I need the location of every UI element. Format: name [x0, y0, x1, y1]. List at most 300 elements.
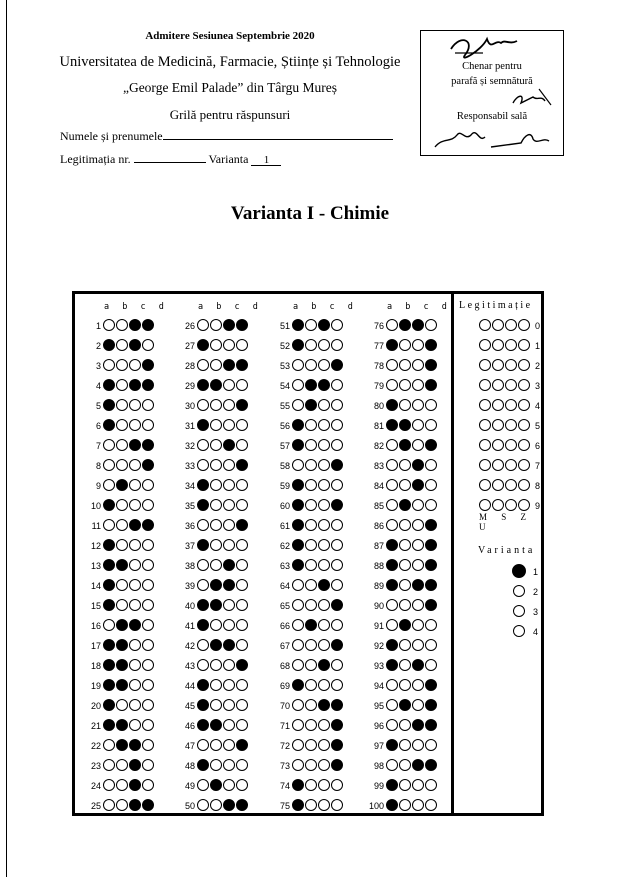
answer-bubble-d[interactable] — [331, 679, 343, 691]
answer-bubble-c[interactable] — [318, 619, 330, 631]
answer-bubble-a[interactable] — [103, 679, 115, 691]
answer-bubble-b[interactable] — [305, 679, 317, 691]
answer-bubble-b[interactable] — [210, 519, 222, 531]
answer-bubble-b[interactable] — [399, 719, 411, 731]
answer-bubble-a[interactable] — [103, 519, 115, 531]
answer-bubble-b[interactable] — [399, 459, 411, 471]
answer-bubble-d[interactable] — [236, 479, 248, 491]
answer-bubble-c[interactable] — [412, 359, 424, 371]
answer-bubble-c[interactable] — [129, 339, 141, 351]
answer-bubble-a[interactable] — [197, 459, 209, 471]
answer-bubble-c[interactable] — [129, 499, 141, 511]
answer-bubble-a[interactable] — [292, 659, 304, 671]
answer-bubble-a[interactable] — [292, 759, 304, 771]
answer-bubble-d[interactable] — [331, 779, 343, 791]
answer-bubble-c[interactable] — [129, 659, 141, 671]
answer-bubble-a[interactable] — [103, 599, 115, 611]
legitimatie-bubble[interactable] — [518, 399, 530, 411]
answer-bubble-c[interactable] — [412, 499, 424, 511]
answer-bubble-c[interactable] — [412, 339, 424, 351]
answer-bubble-d[interactable] — [331, 539, 343, 551]
answer-bubble-c[interactable] — [412, 399, 424, 411]
answer-bubble-c[interactable] — [129, 419, 141, 431]
answer-bubble-b[interactable] — [116, 319, 128, 331]
answer-bubble-c[interactable] — [412, 679, 424, 691]
answer-bubble-b[interactable] — [210, 499, 222, 511]
answer-bubble-b[interactable] — [305, 759, 317, 771]
answer-bubble-b[interactable] — [210, 439, 222, 451]
answer-bubble-b[interactable] — [210, 479, 222, 491]
answer-bubble-d[interactable] — [425, 659, 437, 671]
answer-bubble-d[interactable] — [425, 559, 437, 571]
answer-bubble-c[interactable] — [412, 599, 424, 611]
answer-bubble-b[interactable] — [305, 359, 317, 371]
answer-bubble-d[interactable] — [236, 379, 248, 391]
answer-bubble-d[interactable] — [236, 619, 248, 631]
answer-bubble-c[interactable] — [318, 739, 330, 751]
answer-bubble-a[interactable] — [103, 439, 115, 451]
legitimatie-bubble[interactable] — [518, 359, 530, 371]
answer-bubble-d[interactable] — [236, 539, 248, 551]
legitimatie-bubble[interactable] — [518, 439, 530, 451]
legitimatie-bubble[interactable] — [505, 479, 517, 491]
answer-bubble-a[interactable] — [103, 359, 115, 371]
answer-bubble-a[interactable] — [386, 559, 398, 571]
answer-bubble-a[interactable] — [197, 719, 209, 731]
answer-bubble-b[interactable] — [399, 439, 411, 451]
answer-bubble-d[interactable] — [142, 459, 154, 471]
answer-bubble-b[interactable] — [116, 619, 128, 631]
answer-bubble-c[interactable] — [318, 519, 330, 531]
answer-bubble-a[interactable] — [292, 419, 304, 431]
answer-bubble-c[interactable] — [318, 799, 330, 811]
answer-bubble-d[interactable] — [142, 799, 154, 811]
legitimatie-bubble[interactable] — [479, 399, 491, 411]
legitimatie-bubble[interactable] — [518, 459, 530, 471]
answer-bubble-c[interactable] — [129, 359, 141, 371]
answer-bubble-c[interactable] — [318, 599, 330, 611]
answer-bubble-b[interactable] — [210, 659, 222, 671]
legitimatie-bubble[interactable] — [518, 319, 530, 331]
answer-bubble-d[interactable] — [331, 559, 343, 571]
answer-bubble-c[interactable] — [223, 419, 235, 431]
answer-bubble-c[interactable] — [412, 699, 424, 711]
answer-bubble-a[interactable] — [292, 379, 304, 391]
answer-bubble-a[interactable] — [386, 499, 398, 511]
legitimatie-bubble[interactable] — [505, 419, 517, 431]
answer-bubble-b[interactable] — [116, 539, 128, 551]
answer-bubble-c[interactable] — [223, 439, 235, 451]
answer-bubble-c[interactable] — [318, 699, 330, 711]
answer-bubble-c[interactable] — [129, 739, 141, 751]
answer-bubble-c[interactable] — [318, 679, 330, 691]
answer-bubble-a[interactable] — [386, 599, 398, 611]
answer-bubble-b[interactable] — [210, 719, 222, 731]
legitimatie-bubble[interactable] — [518, 339, 530, 351]
answer-bubble-b[interactable] — [210, 699, 222, 711]
legitimatie-bubble[interactable] — [479, 419, 491, 431]
answer-bubble-b[interactable] — [399, 599, 411, 611]
legitimatie-bubble[interactable] — [479, 499, 491, 511]
answer-bubble-b[interactable] — [210, 419, 222, 431]
answer-bubble-b[interactable] — [116, 479, 128, 491]
answer-bubble-c[interactable] — [223, 559, 235, 571]
answer-bubble-b[interactable] — [116, 699, 128, 711]
answer-bubble-b[interactable] — [210, 319, 222, 331]
answer-bubble-a[interactable] — [197, 739, 209, 751]
answer-bubble-c[interactable] — [412, 479, 424, 491]
answer-bubble-b[interactable] — [116, 759, 128, 771]
answer-bubble-c[interactable] — [223, 399, 235, 411]
answer-bubble-c[interactable] — [412, 559, 424, 571]
answer-bubble-b[interactable] — [399, 579, 411, 591]
answer-bubble-c[interactable] — [223, 519, 235, 531]
answer-bubble-d[interactable] — [425, 499, 437, 511]
answer-bubble-c[interactable] — [318, 539, 330, 551]
answer-bubble-d[interactable] — [236, 339, 248, 351]
answer-bubble-b[interactable] — [210, 779, 222, 791]
varianta-bubble[interactable] — [513, 605, 525, 617]
answer-bubble-b[interactable] — [305, 699, 317, 711]
answer-bubble-b[interactable] — [305, 479, 317, 491]
answer-bubble-b[interactable] — [399, 759, 411, 771]
answer-bubble-a[interactable] — [103, 559, 115, 571]
answer-bubble-d[interactable] — [425, 359, 437, 371]
answer-bubble-a[interactable] — [197, 319, 209, 331]
answer-bubble-d[interactable] — [425, 759, 437, 771]
answer-bubble-c[interactable] — [318, 759, 330, 771]
answer-bubble-c[interactable] — [223, 379, 235, 391]
answer-bubble-c[interactable] — [223, 759, 235, 771]
answer-bubble-c[interactable] — [318, 779, 330, 791]
answer-bubble-b[interactable] — [305, 559, 317, 571]
answer-bubble-c[interactable] — [129, 479, 141, 491]
answer-bubble-a[interactable] — [386, 359, 398, 371]
answer-bubble-d[interactable] — [425, 739, 437, 751]
answer-bubble-b[interactable] — [210, 739, 222, 751]
answer-bubble-d[interactable] — [425, 699, 437, 711]
answer-bubble-a[interactable] — [197, 639, 209, 651]
answer-bubble-c[interactable] — [318, 559, 330, 571]
answer-bubble-d[interactable] — [425, 719, 437, 731]
answer-bubble-a[interactable] — [292, 739, 304, 751]
answer-bubble-b[interactable] — [116, 419, 128, 431]
answer-bubble-a[interactable] — [103, 699, 115, 711]
answer-bubble-d[interactable] — [425, 679, 437, 691]
answer-bubble-a[interactable] — [197, 539, 209, 551]
answer-bubble-d[interactable] — [236, 439, 248, 451]
legitimatie-bubble[interactable] — [505, 399, 517, 411]
answer-bubble-d[interactable] — [142, 699, 154, 711]
answer-bubble-b[interactable] — [305, 499, 317, 511]
answer-bubble-b[interactable] — [305, 719, 317, 731]
answer-bubble-a[interactable] — [292, 459, 304, 471]
answer-bubble-a[interactable] — [386, 579, 398, 591]
legitimatie-bubble[interactable] — [479, 359, 491, 371]
answer-bubble-d[interactable] — [236, 419, 248, 431]
answer-bubble-b[interactable] — [305, 659, 317, 671]
answer-bubble-c[interactable] — [223, 579, 235, 591]
answer-bubble-a[interactable] — [103, 779, 115, 791]
legitimatie-bubble[interactable] — [505, 459, 517, 471]
answer-bubble-d[interactable] — [142, 499, 154, 511]
answer-bubble-a[interactable] — [292, 479, 304, 491]
answer-bubble-d[interactable] — [425, 519, 437, 531]
answer-bubble-a[interactable] — [292, 779, 304, 791]
answer-bubble-b[interactable] — [305, 439, 317, 451]
legitimatie-bubble[interactable] — [479, 319, 491, 331]
answer-bubble-d[interactable] — [142, 599, 154, 611]
answer-bubble-d[interactable] — [331, 459, 343, 471]
answer-bubble-a[interactable] — [197, 659, 209, 671]
answer-bubble-a[interactable] — [103, 419, 115, 431]
answer-bubble-d[interactable] — [331, 499, 343, 511]
answer-bubble-b[interactable] — [116, 379, 128, 391]
answer-bubble-d[interactable] — [142, 479, 154, 491]
answer-bubble-d[interactable] — [425, 579, 437, 591]
answer-bubble-a[interactable] — [197, 579, 209, 591]
answer-bubble-c[interactable] — [318, 439, 330, 451]
answer-bubble-d[interactable] — [331, 799, 343, 811]
answer-bubble-a[interactable] — [103, 319, 115, 331]
answer-bubble-b[interactable] — [399, 779, 411, 791]
answer-bubble-c[interactable] — [318, 419, 330, 431]
answer-bubble-a[interactable] — [292, 579, 304, 591]
answer-bubble-a[interactable] — [197, 779, 209, 791]
answer-bubble-d[interactable] — [236, 799, 248, 811]
answer-bubble-c[interactable] — [318, 339, 330, 351]
answer-bubble-c[interactable] — [223, 699, 235, 711]
answer-bubble-d[interactable] — [142, 759, 154, 771]
answer-bubble-b[interactable] — [399, 379, 411, 391]
answer-bubble-d[interactable] — [331, 659, 343, 671]
answer-bubble-a[interactable] — [197, 419, 209, 431]
answer-bubble-d[interactable] — [331, 619, 343, 631]
answer-bubble-c[interactable] — [129, 599, 141, 611]
answer-bubble-a[interactable] — [386, 539, 398, 551]
answer-bubble-b[interactable] — [210, 599, 222, 611]
answer-bubble-a[interactable] — [386, 379, 398, 391]
answer-bubble-d[interactable] — [331, 439, 343, 451]
answer-bubble-c[interactable] — [129, 639, 141, 651]
answer-bubble-c[interactable] — [129, 759, 141, 771]
answer-bubble-d[interactable] — [142, 639, 154, 651]
answer-bubble-d[interactable] — [425, 539, 437, 551]
answer-bubble-a[interactable] — [386, 439, 398, 451]
answer-bubble-d[interactable] — [236, 739, 248, 751]
legitimatie-bubble[interactable] — [492, 319, 504, 331]
answer-bubble-d[interactable] — [142, 439, 154, 451]
answer-bubble-a[interactable] — [292, 639, 304, 651]
answer-bubble-a[interactable] — [386, 659, 398, 671]
answer-bubble-d[interactable] — [425, 639, 437, 651]
legitimatie-bubble[interactable] — [518, 479, 530, 491]
answer-bubble-a[interactable] — [292, 619, 304, 631]
answer-bubble-a[interactable] — [197, 519, 209, 531]
answer-bubble-b[interactable] — [399, 319, 411, 331]
legitimatie-bubble[interactable] — [505, 339, 517, 351]
answer-bubble-c[interactable] — [412, 799, 424, 811]
answer-bubble-d[interactable] — [425, 419, 437, 431]
answer-bubble-c[interactable] — [129, 379, 141, 391]
answer-bubble-a[interactable] — [292, 679, 304, 691]
answer-bubble-d[interactable] — [142, 319, 154, 331]
answer-bubble-d[interactable] — [142, 779, 154, 791]
answer-bubble-d[interactable] — [425, 799, 437, 811]
answer-bubble-a[interactable] — [103, 539, 115, 551]
answer-bubble-d[interactable] — [331, 579, 343, 591]
answer-bubble-d[interactable] — [331, 479, 343, 491]
answer-bubble-c[interactable] — [318, 359, 330, 371]
answer-bubble-b[interactable] — [305, 779, 317, 791]
answer-bubble-c[interactable] — [412, 539, 424, 551]
answer-bubble-b[interactable] — [210, 619, 222, 631]
answer-bubble-a[interactable] — [197, 599, 209, 611]
answer-bubble-d[interactable] — [331, 399, 343, 411]
answer-bubble-a[interactable] — [386, 459, 398, 471]
answer-bubble-c[interactable] — [223, 739, 235, 751]
answer-bubble-d[interactable] — [236, 499, 248, 511]
answer-bubble-c[interactable] — [223, 499, 235, 511]
answer-bubble-c[interactable] — [223, 619, 235, 631]
legitimatie-bubble[interactable] — [505, 499, 517, 511]
answer-bubble-d[interactable] — [236, 519, 248, 531]
answer-bubble-b[interactable] — [210, 399, 222, 411]
answer-bubble-b[interactable] — [210, 339, 222, 351]
legitimatie-bubble[interactable] — [492, 459, 504, 471]
answer-bubble-a[interactable] — [197, 359, 209, 371]
legitimatie-bubble[interactable] — [492, 499, 504, 511]
legitimatie-bubble[interactable] — [518, 419, 530, 431]
answer-bubble-a[interactable] — [386, 739, 398, 751]
answer-bubble-d[interactable] — [236, 779, 248, 791]
answer-bubble-c[interactable] — [223, 779, 235, 791]
answer-bubble-d[interactable] — [142, 359, 154, 371]
answer-bubble-d[interactable] — [425, 459, 437, 471]
legitimatie-bubble[interactable] — [505, 439, 517, 451]
answer-bubble-a[interactable] — [103, 799, 115, 811]
answer-bubble-b[interactable] — [210, 799, 222, 811]
answer-bubble-a[interactable] — [292, 499, 304, 511]
answer-bubble-c[interactable] — [412, 619, 424, 631]
answer-bubble-c[interactable] — [223, 339, 235, 351]
legitimatie-bubble[interactable] — [492, 479, 504, 491]
answer-bubble-d[interactable] — [142, 659, 154, 671]
answer-bubble-c[interactable] — [129, 699, 141, 711]
answer-bubble-b[interactable] — [399, 519, 411, 531]
answer-bubble-a[interactable] — [197, 619, 209, 631]
answer-bubble-c[interactable] — [129, 799, 141, 811]
answer-bubble-b[interactable] — [399, 659, 411, 671]
legitimatie-bubble[interactable] — [479, 479, 491, 491]
answer-bubble-d[interactable] — [142, 399, 154, 411]
answer-bubble-c[interactable] — [318, 639, 330, 651]
answer-bubble-a[interactable] — [197, 499, 209, 511]
answer-bubble-c[interactable] — [223, 539, 235, 551]
answer-bubble-a[interactable] — [292, 339, 304, 351]
answer-bubble-d[interactable] — [236, 679, 248, 691]
answer-bubble-b[interactable] — [399, 479, 411, 491]
legitimatie-bubble[interactable] — [492, 379, 504, 391]
answer-bubble-b[interactable] — [399, 499, 411, 511]
answer-bubble-d[interactable] — [142, 539, 154, 551]
legitimatie-bubble[interactable] — [505, 359, 517, 371]
answer-bubble-d[interactable] — [142, 619, 154, 631]
answer-bubble-a[interactable] — [292, 359, 304, 371]
answer-bubble-c[interactable] — [318, 459, 330, 471]
answer-bubble-d[interactable] — [236, 659, 248, 671]
answer-bubble-b[interactable] — [210, 579, 222, 591]
answer-bubble-c[interactable] — [129, 779, 141, 791]
answer-bubble-a[interactable] — [292, 799, 304, 811]
answer-bubble-b[interactable] — [399, 639, 411, 651]
answer-bubble-c[interactable] — [129, 319, 141, 331]
answer-bubble-b[interactable] — [116, 359, 128, 371]
answer-bubble-c[interactable] — [412, 659, 424, 671]
legitimatie-bubble[interactable] — [492, 359, 504, 371]
answer-bubble-a[interactable] — [103, 459, 115, 471]
answer-bubble-d[interactable] — [425, 319, 437, 331]
answer-bubble-c[interactable] — [412, 759, 424, 771]
answer-bubble-a[interactable] — [197, 699, 209, 711]
answer-bubble-b[interactable] — [210, 379, 222, 391]
answer-bubble-b[interactable] — [116, 799, 128, 811]
answer-bubble-d[interactable] — [236, 579, 248, 591]
answer-bubble-a[interactable] — [292, 519, 304, 531]
answer-bubble-c[interactable] — [129, 439, 141, 451]
answer-bubble-b[interactable] — [116, 719, 128, 731]
answer-bubble-c[interactable] — [318, 579, 330, 591]
answer-bubble-a[interactable] — [292, 319, 304, 331]
legitimatie-bubble[interactable] — [505, 319, 517, 331]
answer-bubble-d[interactable] — [425, 399, 437, 411]
answer-bubble-c[interactable] — [412, 319, 424, 331]
answer-bubble-b[interactable] — [116, 439, 128, 451]
answer-bubble-c[interactable] — [223, 719, 235, 731]
answer-bubble-a[interactable] — [103, 759, 115, 771]
answer-bubble-b[interactable] — [399, 419, 411, 431]
answer-bubble-d[interactable] — [331, 359, 343, 371]
answer-bubble-d[interactable] — [142, 379, 154, 391]
answer-bubble-a[interactable] — [103, 399, 115, 411]
legitimatie-bubble[interactable] — [505, 379, 517, 391]
answer-bubble-d[interactable] — [425, 379, 437, 391]
answer-bubble-c[interactable] — [412, 419, 424, 431]
answer-bubble-a[interactable] — [103, 639, 115, 651]
answer-bubble-d[interactable] — [331, 379, 343, 391]
legitimatie-bubble[interactable] — [479, 459, 491, 471]
answer-bubble-d[interactable] — [331, 419, 343, 431]
answer-bubble-b[interactable] — [399, 559, 411, 571]
answer-bubble-a[interactable] — [386, 699, 398, 711]
answer-bubble-d[interactable] — [425, 439, 437, 451]
answer-bubble-d[interactable] — [331, 759, 343, 771]
answer-bubble-c[interactable] — [223, 479, 235, 491]
answer-bubble-a[interactable] — [386, 799, 398, 811]
answer-bubble-d[interactable] — [142, 679, 154, 691]
answer-bubble-c[interactable] — [129, 459, 141, 471]
answer-bubble-b[interactable] — [116, 659, 128, 671]
answer-bubble-b[interactable] — [305, 799, 317, 811]
answer-bubble-b[interactable] — [116, 639, 128, 651]
legitimatie-bubble[interactable] — [518, 379, 530, 391]
answer-bubble-c[interactable] — [129, 619, 141, 631]
answer-bubble-b[interactable] — [305, 459, 317, 471]
answer-bubble-d[interactable] — [142, 419, 154, 431]
answer-bubble-c[interactable] — [223, 799, 235, 811]
answer-bubble-d[interactable] — [142, 579, 154, 591]
answer-bubble-c[interactable] — [318, 479, 330, 491]
